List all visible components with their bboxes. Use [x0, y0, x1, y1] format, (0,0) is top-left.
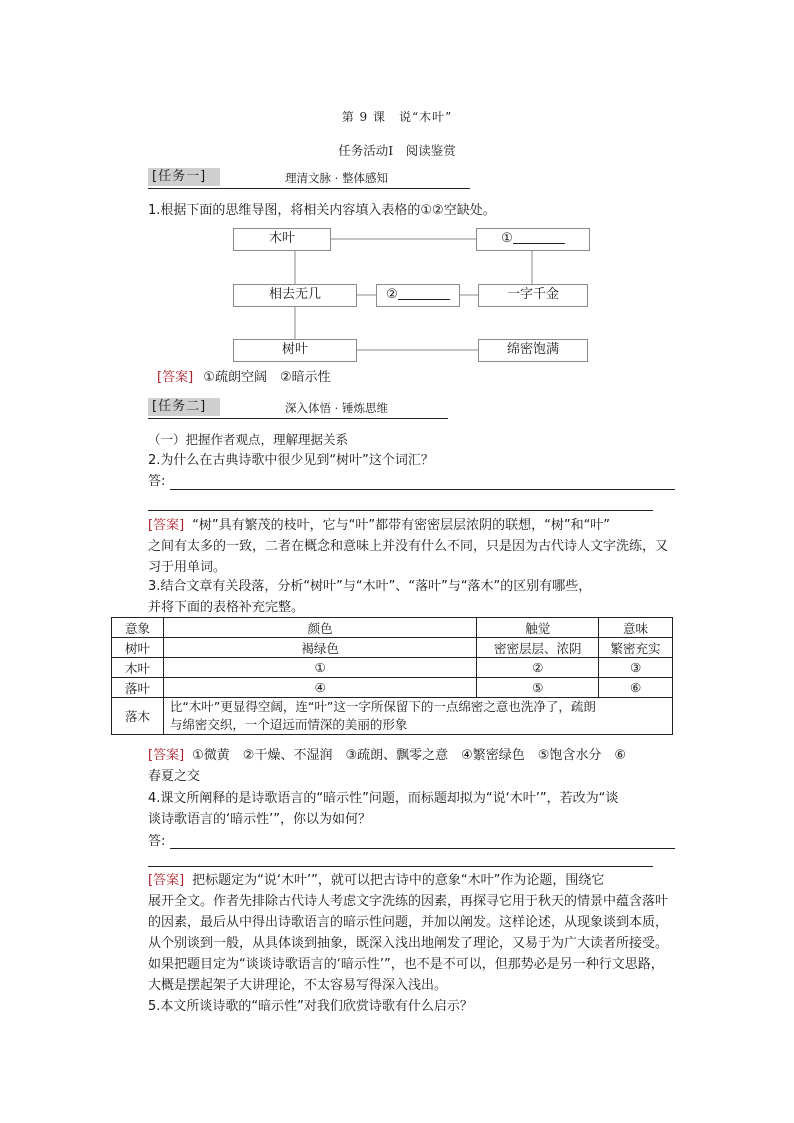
answer-2-label: 答: [148, 474, 166, 489]
table-cell: 密密层层、浓阴 [477, 638, 599, 658]
task1-tag: [任务一] [148, 168, 220, 186]
table-header: 颜色 [163, 618, 476, 638]
task2-tag: [任务二] [148, 398, 220, 416]
node-yiziqianjin: 一字千金 [478, 284, 588, 307]
answer-line [170, 489, 675, 490]
answer-4-line-3: 的因素，最后从中得出诗歌语言的暗示性问题，并加以阐发。这样论述，从现象谈到本质， [148, 915, 669, 930]
answer-line [148, 510, 653, 511]
table-row [112, 678, 673, 698]
answer-4-line-4: 从个别谈到一般，从具体谈到抽象，既深入浅出地阐发了理论，又易于为广大读者所接受。 [148, 936, 669, 951]
node-shuye: 树叶 [233, 339, 357, 362]
question-2: 2.为什么在古典诗歌中很少见到“树叶”这个词汇？ [148, 453, 434, 468]
table-header: 触觉 [477, 618, 599, 638]
answer-4-line-5: 如果把题目定为“谈谈诗歌语言的‘暗示性’”，也不是不可以，但那势必是另一种行文思路， [148, 957, 664, 972]
answer-2-line-1: [答案] “树”具有繁茂的枝叶，它与“叶”都带有密密层层浓阴的联想，“树”和“叶” [148, 518, 611, 533]
node-blank-1 [476, 228, 590, 251]
question-4-line-2: 谈诗歌语言的‘暗示性’”，你以为如何？ [148, 812, 371, 827]
table-cell: ⑤ [477, 678, 599, 698]
activity-title: 任务活动Ⅰ 阅读鉴赏 [338, 143, 456, 158]
blank-2-label: ② [386, 287, 398, 302]
table-cell: 树叶 [112, 638, 164, 658]
table-cell: 落叶 [112, 678, 164, 698]
blank-2-line [398, 285, 450, 300]
table-header-row [112, 618, 673, 638]
answer-4 [148, 870, 675, 996]
question-3-line-2: 并将下面的表格补充完整。 [148, 600, 305, 615]
answer-3 [148, 745, 675, 787]
answer-3-tag: [答案] [148, 748, 185, 763]
question-3 [148, 576, 675, 618]
answer-3-line-2: 春夏之交 [148, 769, 201, 784]
table-header: 意味 [599, 618, 673, 638]
question-4-line-1: 4.课文所阐释的是诗歌语言的“暗示性”问题，而标题却拟为“说‘木叶’”，若改为“谈 [148, 791, 619, 806]
mind-map-connectors [0, 0, 794, 400]
answer-line [170, 848, 675, 849]
mind-map [0, 0, 794, 400]
task2-header [148, 398, 448, 419]
table-cell: ⑥ [599, 678, 673, 698]
table-cell: ① [163, 658, 476, 678]
table-cell: ④ [163, 678, 476, 698]
answer-1-text: ①疏朗空阔 ②暗示性 [203, 370, 331, 385]
blank-1-label: ① [501, 231, 513, 246]
answer-3-line-1: [答案] ①微黄 ②干燥、不湿润 ③疏朗、飘零之意 ④繁密绿色 ⑤饱含水分 ⑥ [148, 748, 627, 763]
answer-4-label: 答: [148, 834, 166, 849]
imagery-table [111, 617, 673, 735]
table-cell: 木叶 [112, 658, 164, 678]
table-cell: ③ [599, 658, 673, 678]
answer-1-tag: [答案] [157, 370, 194, 385]
question-1: 1.根据下面的思维导图，将相关内容填入表格的①②空缺处。 [148, 203, 496, 218]
question-3-line-1: 3.结合文章有关段落，分析“树叶”与“木叶”、“落叶”与“落木”的区别有哪些， [148, 579, 592, 594]
node-mimibaoman: 绵密饱满 [478, 339, 588, 362]
answer-4-line-6: 大概是摆起架子大讲理论，不太容易写得深入浅出。 [148, 978, 448, 993]
answer-4-tag: [答案] [148, 873, 185, 888]
table-cell: 褐绿色 [163, 638, 476, 658]
table-cell-luomu: 比“木叶”更显得空阔，连“叶”这一字所保留下的一点绵密之意也洗净了，疏朗 与绵密交织，一个迢远而情深的美丽的形象 [163, 698, 672, 735]
answer-2-tag: [答案] [148, 518, 185, 533]
node-blank-2 [376, 284, 460, 307]
blank-1-line [513, 229, 565, 244]
node-xiangquwuji: 相去无几 [233, 284, 357, 307]
table-header: 意象 [112, 618, 164, 638]
node-muye: 木叶 [233, 228, 331, 251]
answer-2 [148, 515, 675, 578]
answer-4-line-2: 展开全文。作者先排除古代诗人考虑文字洗练的因素，再探寻它用于秋天的情景中蕴含落叶 [148, 894, 669, 909]
table-cell: ② [477, 658, 599, 678]
answer-1 [157, 368, 331, 388]
table-row [112, 638, 673, 658]
question-5: 5.本文所谈诗歌的“暗示性”对我们欣赏诗歌有什么启示？ [148, 999, 473, 1014]
table-row [112, 698, 673, 735]
answer-4-line-1: [答案] 把标题定为“说‘木叶’”，就可以把古诗中的意象“木叶”作为论题，围绕它 [148, 873, 605, 888]
lesson-title: 第 9 课 说“木叶” [341, 110, 453, 124]
task2-subtitle: 深入体悟 · 锤炼思维 [285, 401, 388, 415]
table-cell: 繁密充实 [599, 638, 673, 658]
section-heading-1: （一）把握作者观点，理解理据关系 [148, 432, 349, 447]
answer-2-line-2: 之间有太多的一致，二者在概念和意味上并没有什么不同，只是因为古代诗人文字洗练，又 [148, 539, 669, 554]
table-row [112, 658, 673, 678]
answer-line [148, 866, 653, 867]
task1-subtitle: 理清文脉 · 整体感知 [285, 171, 388, 185]
question-4 [148, 788, 675, 830]
answer-2-line-3: 习于用单词。 [148, 560, 227, 575]
table-cell: 落木 [112, 698, 164, 735]
